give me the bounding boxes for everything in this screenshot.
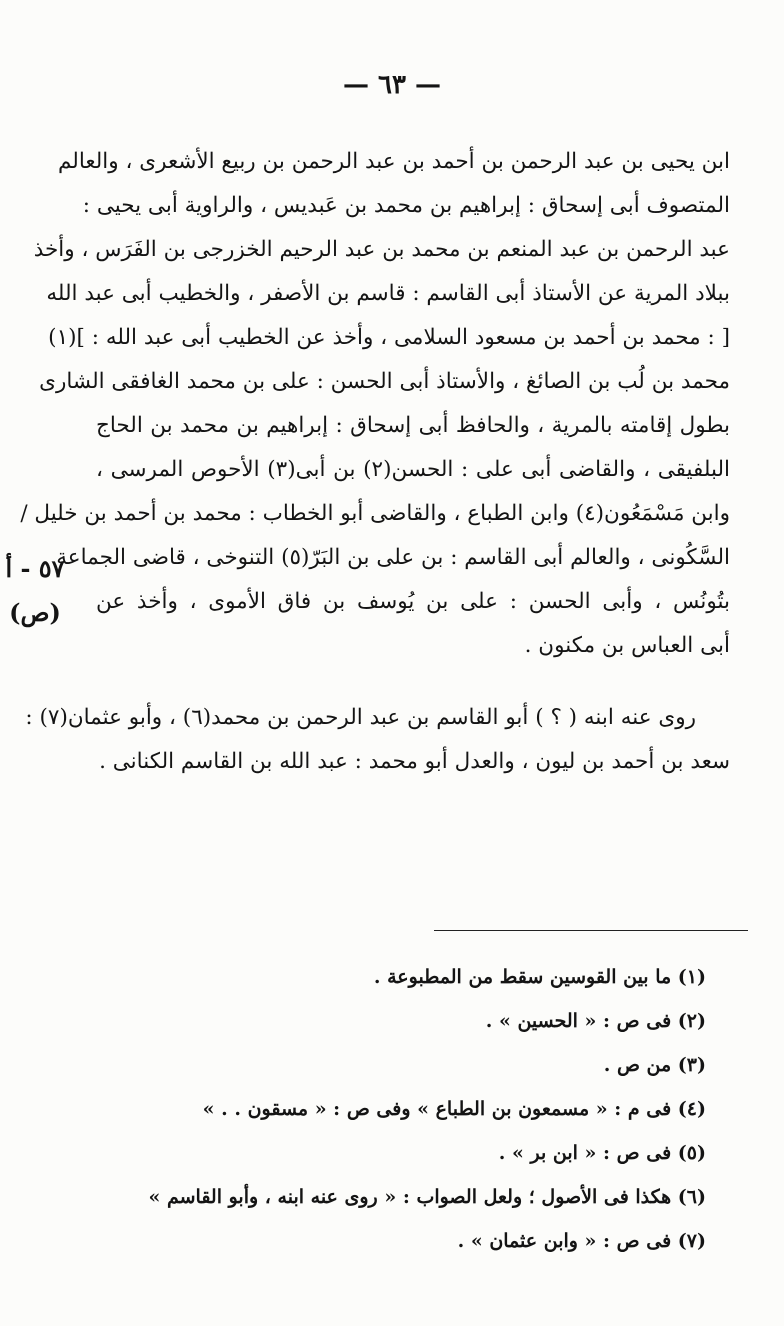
text-line: [ : محمد بن أحمد بن مسعود السلامى ، وأخذ عن الخطيب أبى عبد الله : ](١) xyxy=(48,325,730,350)
text-line: عبد الرحمن بن عبد المنعم بن محمد بن عبد الرحيم الخزرجى بن الفَرَس ، وأخذ xyxy=(33,237,730,262)
footnotes xyxy=(96,955,706,1263)
page-number: — ٦٣ — xyxy=(342,70,442,100)
footnote: (٢) فى ص : « الحسين » . xyxy=(485,1010,706,1032)
footnote: (٧) فى ص : « وابن عثمان » . xyxy=(457,1230,706,1252)
text-line: محمد بن لُب بن الصائغ ، والأستاذ أبى الحسن : على بن محمد الغافقى الشارى xyxy=(39,369,730,394)
margin-source: (ص) xyxy=(9,598,61,627)
footnote: (٤) فى م : « مسمعون بن الطباع » وفى ص : « مسقون . . » xyxy=(202,1098,706,1120)
footnote: (٣) من ص . xyxy=(603,1054,706,1076)
footnote: (١) ما بين القوسين سقط من المطبوعة . xyxy=(373,966,706,988)
text-line: بطول إقامته بالمرية ، والحافظ أبى إسحاق : إبراهيم بن محمد بن الحاج xyxy=(96,413,730,438)
text-line: البلفيقى ، والقاضى أبى على : الحسن(٢) بن أبى(٣) الأحوص المرسى ، xyxy=(96,457,730,482)
text-line: روى عنه ابنه ( ؟ ) أبو القاسم بن عبد الرحمن بن محمد(٦) ، وأبو عثمان(٧) : xyxy=(25,705,696,730)
footnote: (٥) فى ص : « ابن بر » . xyxy=(498,1142,706,1164)
text-line: ببلاد المرية عن الأستاذ أبى القاسم : قاسم بن الأصفر ، والخطيب أبى عبد الله xyxy=(46,281,730,306)
footnote-divider xyxy=(434,930,748,931)
text-line: أبى العباس بن مكنون . xyxy=(524,633,730,658)
text-line: بتُونُس ، وأبى الحسن : على بن يُوسف بن فاق الأموى ، وأخذ عن xyxy=(96,589,730,614)
text-line: المتصوف أبى إسحاق : إبراهيم بن محمد بن عَبديس ، والراوية أبى يحيى : xyxy=(82,193,730,218)
text-line: وابن مَسْمَعُون(٤) وابن الطباع ، والقاضى أبو الخطاب : محمد بن أحمد بن خليل / xyxy=(20,501,730,526)
text-line: السَّكُونى ، والعالم أبى القاسم : بن على بن البَرّ(٥) التنوخى ، قاضى الجماعة xyxy=(56,545,730,570)
text-line: ابن يحيى بن عبد الرحمن بن أحمد بن عبد الرحمن بن ربيع الأشعرى ، والعالم xyxy=(57,149,730,174)
text-line: سعد بن أحمد بن ليون ، والعدل أبو محمد : عبد الله بن القاسم الكنانى . xyxy=(99,749,730,774)
margin-folio: ٥٧ - أ xyxy=(5,554,65,583)
footnote: (٦) هكذا فى الأصول ؛ ولعل الصواب : « روى عنه ابنه ، وأبو القاسم » xyxy=(148,1186,706,1208)
